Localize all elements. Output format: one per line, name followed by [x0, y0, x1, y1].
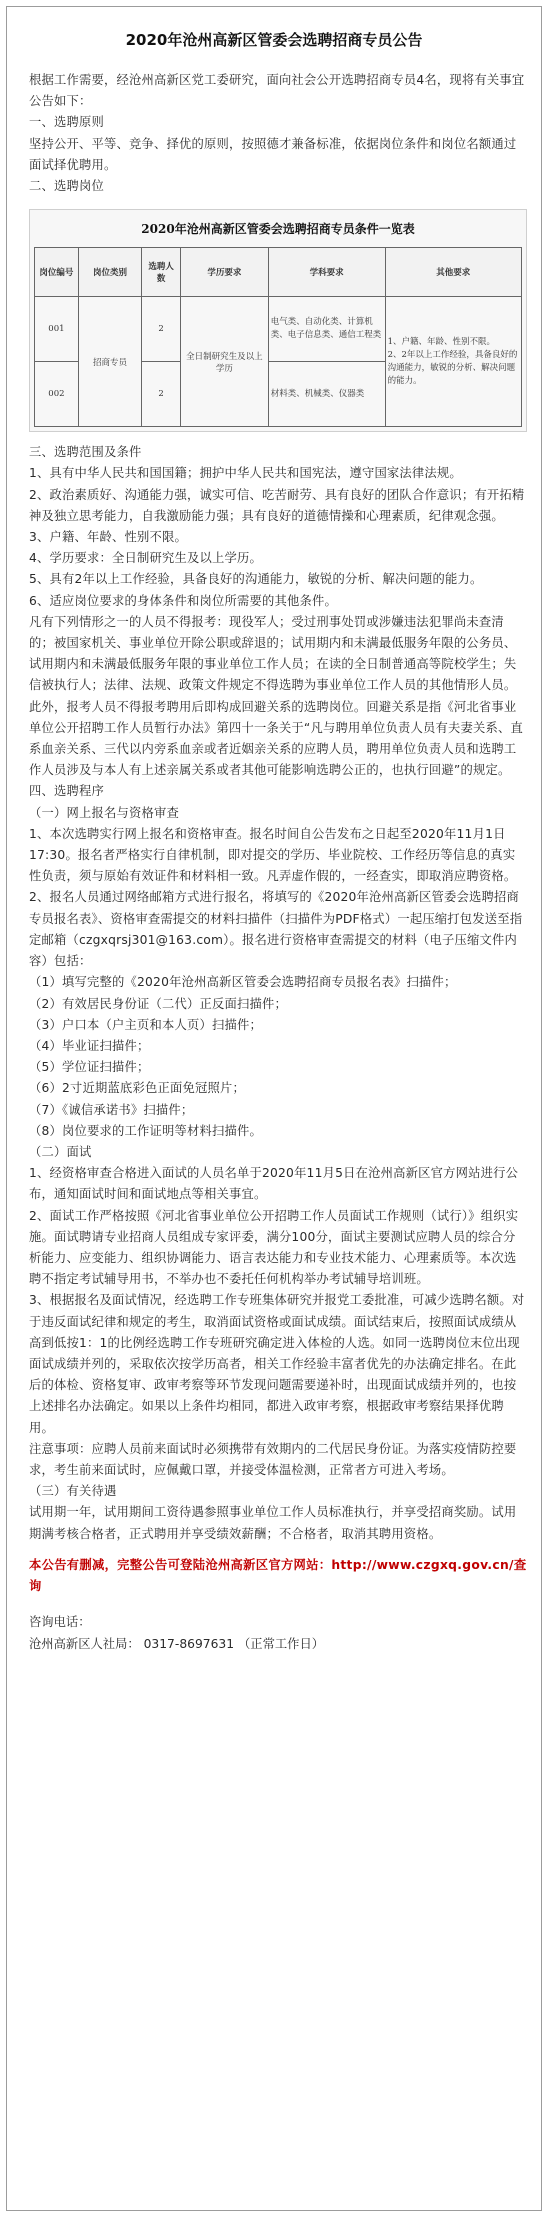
intro-paragraph: 根据工作需要，经沧州高新区党工委研究，面向社会公开选聘招商专员4名，现将有关事宜公告如下：	[29, 73, 525, 109]
contact-line: 沧州高新区人社局： 0317-8697631 （正常工作日）	[29, 1637, 325, 1652]
column-header: 岗位类别	[78, 248, 141, 297]
list-item: （7）《诚信承诺书》扫描件；	[29, 1102, 194, 1117]
list-item: 1、本次选聘实行网上报名和资格审查。报名时间自公告发布之日起至2020年11月1日17:30。报名者严格实行自律机制，即对提交的学历、毕业院校、工作经历等信息的真实性负责，须与原始有效证件和材料相一致。凡弄虚作假的，一经查实，即取消应聘资格。	[29, 826, 517, 884]
subsection-heading: （二）面试	[29, 1144, 92, 1159]
contact-block	[29, 1611, 527, 1655]
cell-discipline: 电气类、自动化类、计算机类、电子信息类、通信工程类	[268, 297, 385, 362]
column-header: 选聘人数	[142, 248, 181, 297]
section-heading: 一、选聘原则	[29, 115, 104, 130]
list-item: 注意事项：应聘人员前来面试时必须携带有效期内的二代居民身份证。为落实疫情防控要求，考生前来面试时，应佩戴口罩，并接受体温检测，正常者方可进入考场。	[29, 1441, 517, 1477]
official-site-notice: 本公告有删减，完整公告可登陆沧州高新区官方网站：http://www.czgxq.gov.cn/查询	[29, 1557, 527, 1593]
list-item: 2、报名人员通过网络邮箱方式进行报名，将填写的《2020年沧州高新区管委会选聘招商专员报名表》、资格审查需提交的材料扫描件（扫描件为PDF格式）一起压缩打包发送至指定邮箱（czgxqrsj301@163.com）。报名进行资格审查需提交的材料（电子压缩文件内容）包括：	[29, 890, 523, 969]
announcement-body	[7, 70, 541, 1655]
requirements-table-image	[29, 209, 527, 432]
page-title: 2020年沧州高新区管委会选聘招商专员公告	[125, 31, 423, 49]
section-heading: 四、选聘程序	[29, 784, 104, 799]
cell-discipline: 材料类、机械类、仪器类	[268, 362, 385, 427]
list-item: 3、户籍、年龄、性别不限。	[29, 530, 187, 545]
subsection-heading: （三）有关待遇	[29, 1484, 117, 1499]
contact-label: 咨询电话：	[29, 1615, 91, 1630]
list-item: 此外，报考人员不得报考聘用后即构成回避关系的选聘岗位。回避关系是指《河北省事业单位公开招聘工作人员暂行办法》第四十一条关于“凡与聘用单位负责人员有夫妻关系、直系血亲关系、三代以内旁系血亲或者近姻亲关系的应聘人员，聘用单位负责人员和选聘工作人员涉及与本人有上述亲属关系或者其他可能影响选聘公正的，也执行回避”的规定。	[29, 699, 523, 778]
list-item: （2）有效居民身份证（二代）正反面扫描件；	[29, 996, 287, 1011]
section-heading: 三、选聘范围及条件	[29, 445, 142, 460]
list-item: 1、经资格审查合格进入面试的人员名单于2020年11月5日在沧州高新区官方网站进行公布，通知面试时间和面试地点等相关事宜。	[29, 1166, 519, 1202]
column-header: 学科要求	[268, 248, 385, 297]
subsection-heading: （一）网上报名与资格审查	[29, 805, 179, 820]
list-item: 1、具有中华人民共和国国籍；拥护中华人民共和国宪法，遵守国家法律法规。	[29, 466, 462, 481]
list-item: 5、具有2年以上工作经验，具备良好的沟通能力，敏锐的分析、解决问题的能力。	[29, 572, 483, 587]
cell-education: 全日制研究生及以上学历	[181, 297, 269, 427]
section-heading: 二、选聘岗位	[29, 179, 104, 194]
cell-id: 002	[35, 362, 79, 427]
table-title: 2020年沧州高新区管委会选聘招商专员条件一览表	[141, 222, 415, 237]
list-item: （4）毕业证扫描件；	[29, 1038, 150, 1053]
list-item: 6、适应岗位要求的身体条件和岗位所需要的其他条件。	[29, 593, 337, 608]
requirements-table	[34, 247, 522, 427]
list-item: （3）户口本（户主页和本人页）扫描件；	[29, 1017, 262, 1032]
table-row	[35, 297, 522, 362]
list-item: 4、学历要求：全日制研究生及以上学历。	[29, 551, 262, 566]
list-item: （5）学位证扫描件；	[29, 1060, 150, 1075]
cell-count: 2	[142, 297, 181, 362]
column-header: 其他要求	[385, 248, 521, 297]
cell-count: 2	[142, 362, 181, 427]
cell-id: 001	[35, 297, 79, 362]
list-item: （1）填写完整的《2020年沧州高新区管委会选聘招商专员报名表》扫描件；	[29, 975, 457, 990]
section-paragraph: 坚持公开、平等、竞争、择优的原则，按照德才兼备标准，依据岗位条件和岗位名额通过面试择优聘用。	[29, 136, 517, 172]
cell-category: 招商专员	[78, 297, 141, 427]
list-item: 试用期一年，试用期间工资待遇参照事业单位工作人员标准执行，并享受招商奖励。试用期满考核合格者，正式聘用并享受绩效薪酬；不合格者，取消其聘用资格。	[29, 1505, 517, 1541]
list-item: 2、政治素质好、沟通能力强，诚实可信、吃苦耐劳、具有良好的团队合作意识；有开拓精神及独立思考能力，自我激励能力强；具有良好的道德情操和心理素质，纪律观念强。	[29, 487, 525, 523]
column-header: 学历要求	[181, 248, 269, 297]
list-item: 3、根据报名及面试情况，经选聘工作专班集体研究并报党工委批准，可减少选聘名额。对于违反面试纪律和规定的考生，取消面试资格或面试成绩。面试结束后，按照面试成绩从高到低按1：1的比例经选聘工作专班研究确定进入体检的人选。如同一选聘岗位末位出现面试成绩并列的，采取依次按学历高者，相关工作经验丰富者优先的办法确定排名。在此后的体检、资格复审、政审考察等环节发现问题需要递补时，出现面试成绩并列的，也按上述排名办法确定。如果以上条件均相同，都进入政审考察，根据政审考察结果择优聘用。	[29, 1293, 525, 1435]
column-header: 岗位编号	[35, 248, 79, 297]
list-item: 2、面试工作严格按照《河北省事业单位公开招聘工作人员面试工作规则（试行）》组织实施。面试聘请专业招商人员组成专家评委，满分100分，面试主要测试应聘人员的综合分析能力、应变能力、组织协调能力、语言表达能力和专业技术能力、心理素质等。本次选聘不指定考试辅导用书，不举办也不委托任何机构举办考试辅导培训班。	[29, 1208, 519, 1287]
announcement-page	[6, 6, 542, 2211]
list-item: 凡有下列情形之一的人员不得报考：现役军人；受过刑事处罚或涉嫌违法犯罪尚未查清的；被国家机关、事业单位开除公职或辞退的；试用期内和未满最低服务年限的公务员、试用期内和未满最低服务年限的事业单位工作人员；在读的全日制普通高等院校学生；失信被执行人；法律、法规、政策文件规定不得选聘为事业单位工作人员的其他情形人员。	[29, 614, 517, 693]
list-item: （8）岗位要求的工作证明等材料扫描件。	[29, 1123, 262, 1138]
list-item: （6）2寸近期蓝底彩色正面免冠照片；	[29, 1081, 245, 1096]
cell-other: 1、户籍、年龄、性别不限。 2、2年以上工作经验，具备良好的沟通能力，敏锐的分析、解决问题的能力。	[385, 297, 521, 427]
table-header-row	[35, 248, 522, 297]
